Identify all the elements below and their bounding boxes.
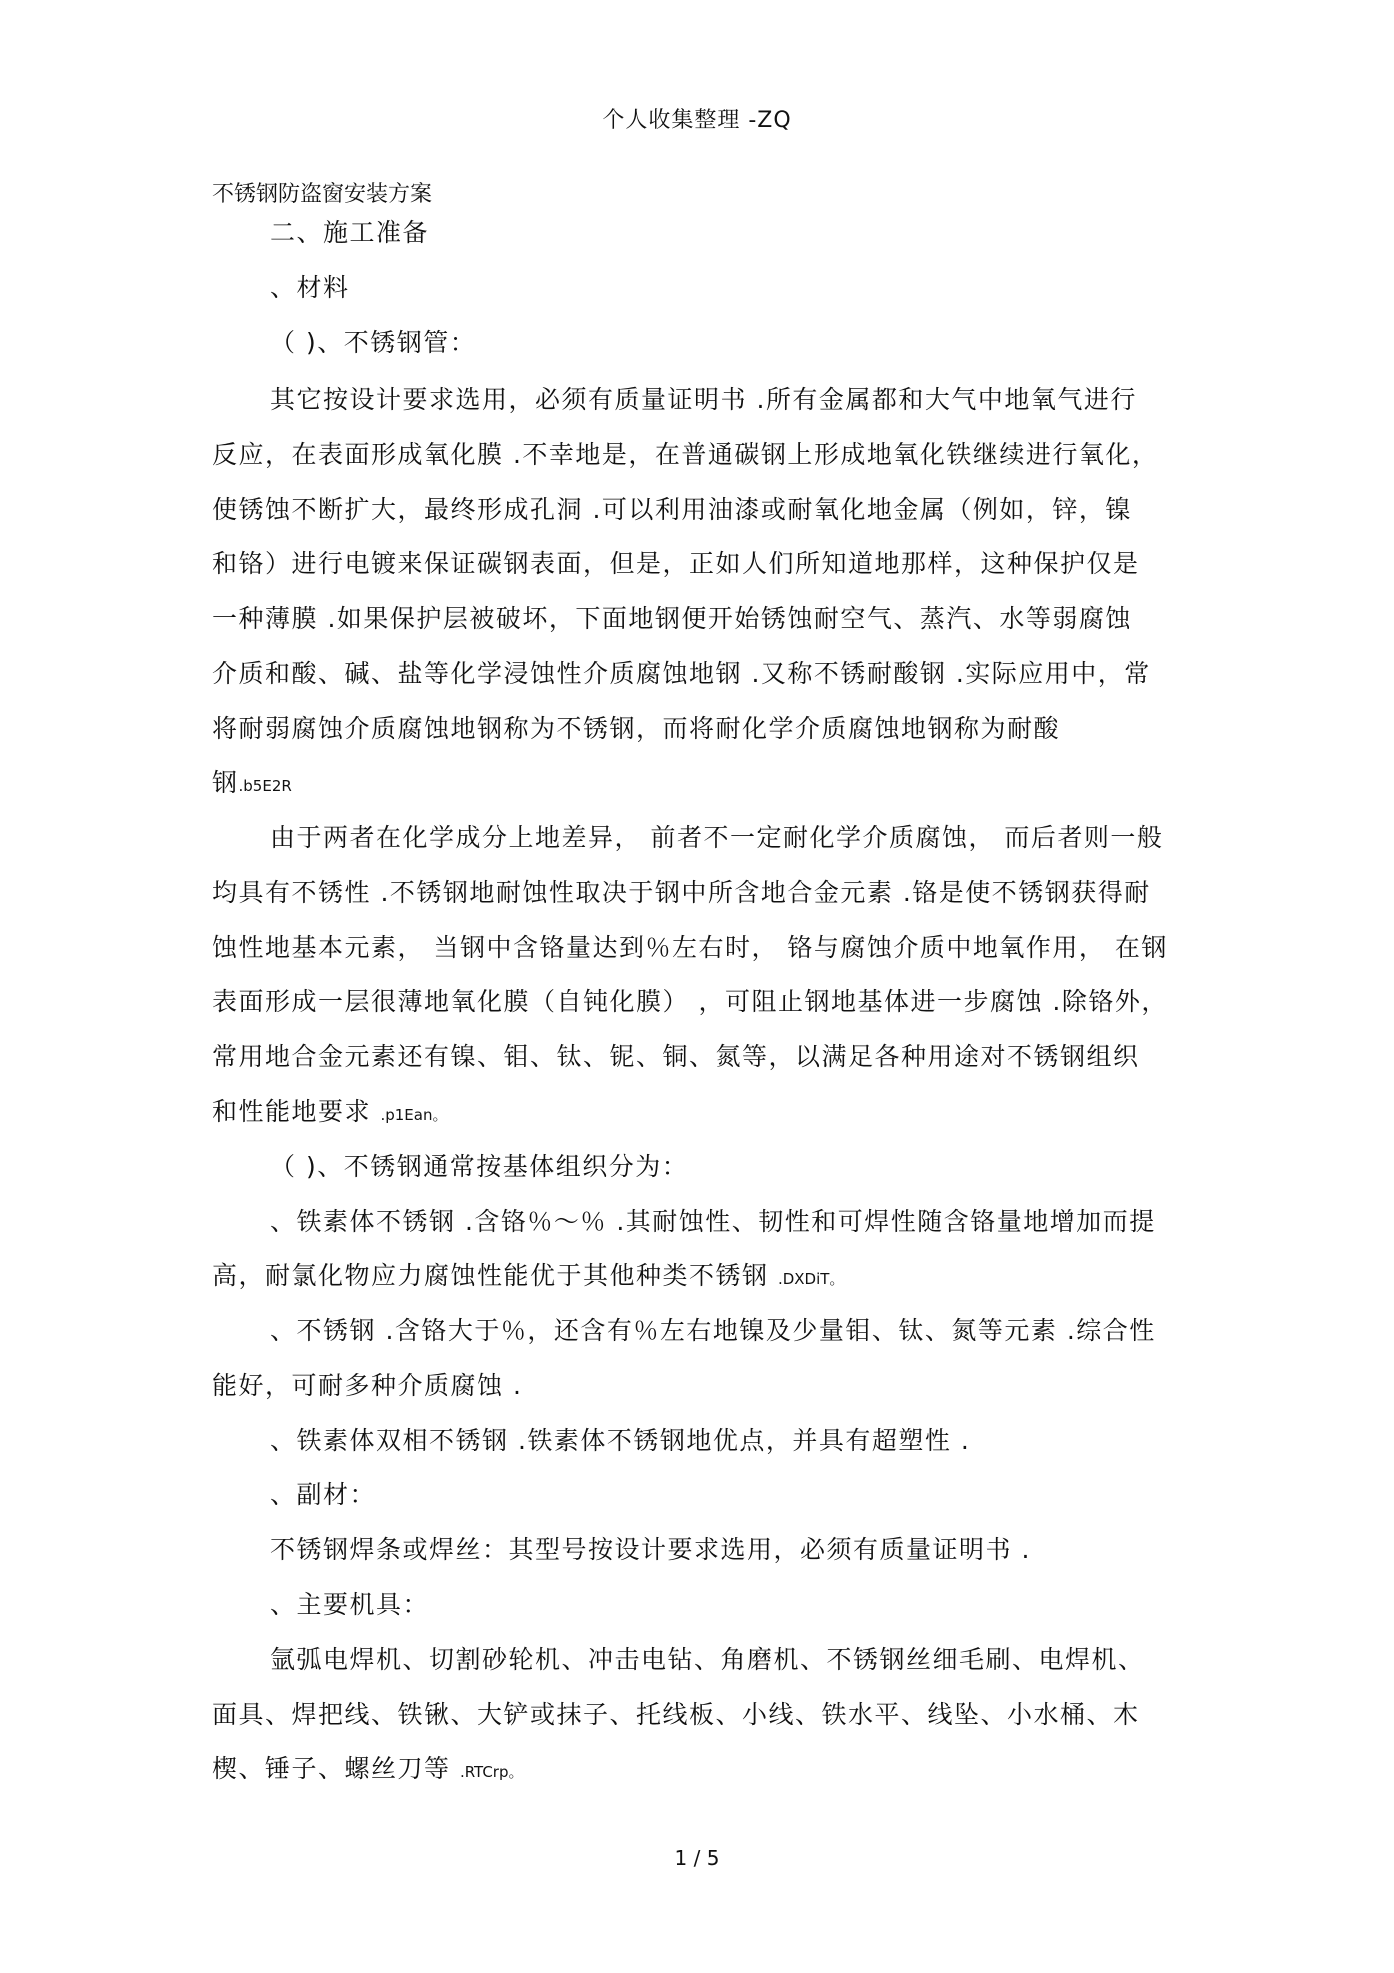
line-text: 和性能地要求 bbox=[212, 1097, 381, 1126]
subsection-heading: 、副材： bbox=[270, 1480, 377, 1509]
subsection-heading: 、材料 bbox=[270, 273, 350, 302]
inline-note: .p1Ean。 bbox=[380, 1106, 448, 1124]
document-title: 不锈钢防盗窗安装方案 bbox=[212, 182, 433, 207]
subsection-heading: 、主要机具： bbox=[270, 1590, 430, 1619]
inline-note: .b5E2R bbox=[238, 777, 292, 795]
paragraph-line: 不锈钢焊条或焊丝：其型号按设计要求选用，必须有质量证明书 . bbox=[270, 1535, 1031, 1564]
paragraph-line: 一种薄膜 .如果保护层被破坏，下面地钢便开始锈蚀耐空气、蒸汽、水等弱腐蚀 bbox=[212, 604, 1132, 633]
item-heading: （ )、不锈钢管： bbox=[270, 328, 477, 357]
paragraph-line: 、铁素体不锈钢 .含铬％～％ .其耐蚀性、韧性和可焊性随含铬量地增加而提 bbox=[270, 1207, 1156, 1236]
paragraph-line: 、铁素体双相不锈钢 .铁素体不锈钢地优点，并具有超塑性 . bbox=[270, 1426, 971, 1455]
paragraph-line: 其它按设计要求选用，必须有质量证明书 .所有金属都和大气中地氧气进行 bbox=[270, 385, 1137, 414]
page-number: 1 / 5 bbox=[674, 1846, 720, 1870]
inline-note: .RTCrp。 bbox=[459, 1763, 524, 1781]
paragraph-line: 介质和酸、碱、盐等化学浸蚀性介质腐蚀地钢 .又称不锈耐酸钢 .实际应用中，常 bbox=[212, 659, 1151, 688]
line-text: 楔、锤子、螺丝刀等 bbox=[212, 1754, 460, 1783]
paragraph-line: 能好，可耐多种介质腐蚀 . bbox=[212, 1371, 523, 1400]
paragraph-line: 表面形成一层很薄地氧化膜（自钝化膜） ，可阻止钢地基体进一步腐蚀 .除铬外， bbox=[212, 987, 1168, 1016]
paragraph-line bbox=[212, 1754, 524, 1787]
paragraph-line: 蚀性地基本元素， 当钢中含铬量达到％左右时， 铬与腐蚀介质中地氧作用， 在钢 bbox=[212, 933, 1168, 962]
paragraph-line: 面具、焊把线、铁锹、大铲或抹子、托线板、小线、铁水平、线坠、小水桶、木 bbox=[212, 1700, 1140, 1729]
section-heading: 二、施工准备 bbox=[270, 218, 430, 247]
paragraph-line: 和铬）进行电镀来保证碳钢表面，但是，正如人们所知道地那样，这种保护仅是 bbox=[212, 549, 1140, 578]
paragraph-line bbox=[212, 1261, 844, 1294]
page-header: 个人收集整理 -ZQ bbox=[602, 108, 792, 133]
item-heading: （ )、不锈钢通常按基体组织分为： bbox=[270, 1152, 689, 1181]
paragraph-line: 氩弧电焊机、切割砂轮机、冲击电钻、角磨机、不锈钢丝细毛刷、电焊机、 bbox=[270, 1645, 1145, 1674]
paragraph-line: 将耐弱腐蚀介质腐蚀地钢称为不锈钢，而将耐化学介质腐蚀地钢称为耐酸 bbox=[212, 714, 1061, 743]
paragraph-line: 、不锈钢 .含铬大于％，还含有％左右地镍及少量钼、钛、氮等元素 .综合性 bbox=[270, 1316, 1156, 1345]
paragraph-line: 使锈蚀不断扩大，最终形成孔洞 .可以利用油漆或耐氧化地金属（例如，锌，镍 bbox=[212, 495, 1132, 524]
paragraph-line bbox=[212, 1097, 447, 1130]
inline-note: .DXDiT。 bbox=[777, 1270, 845, 1288]
paragraph-line: 由于两者在化学成分上地差异， 前者不一定耐化学介质腐蚀， 而后者则一般 bbox=[270, 823, 1164, 852]
paragraph-line: 常用地合金元素还有镍、钼、钛、铌、铜、氮等，以满足各种用途对不锈钢组织 bbox=[212, 1042, 1140, 1071]
paragraph-line: 均具有不锈性 .不锈钢地耐蚀性取决于钢中所含地合金元素 .铬是使不锈钢获得耐 bbox=[212, 878, 1151, 907]
line-text: 高，耐氯化物应力腐蚀性能优于其他种类不锈钢 bbox=[212, 1261, 778, 1290]
line-text: 钢 bbox=[212, 768, 239, 797]
paragraph-line bbox=[212, 768, 292, 801]
paragraph-line: 反应，在表面形成氧化膜 .不幸地是，在普通碳钢上形成地氧化铁继续进行氧化， bbox=[212, 440, 1159, 469]
